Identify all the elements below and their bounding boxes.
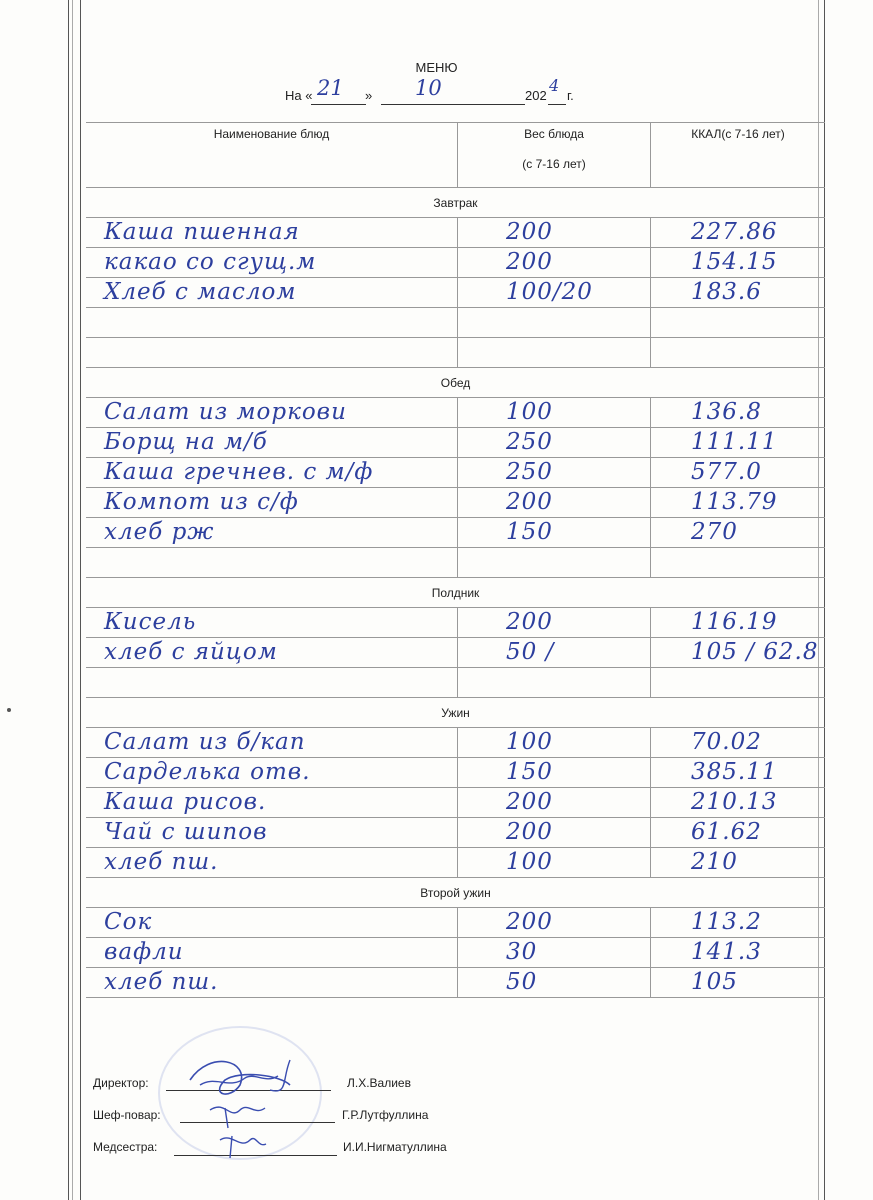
- dish-name: Чай с шипов: [104, 819, 268, 845]
- section-row: [86, 698, 825, 728]
- date-day: 21: [317, 76, 344, 100]
- section-row: [86, 368, 825, 398]
- dish-kcal-cell: [651, 728, 826, 758]
- dish-name-cell: [86, 278, 458, 308]
- dish-name-cell: [86, 788, 458, 818]
- dish-kcal-cell: [651, 758, 826, 788]
- dish-weight-cell: [458, 398, 651, 428]
- dish-kcal-cell: [651, 278, 826, 308]
- table-row: [86, 788, 825, 818]
- dish-weight-cell: [458, 278, 651, 308]
- dish-kcal: 113.2: [691, 909, 762, 935]
- dish-name-cell: [86, 458, 458, 488]
- dish-weight: 200: [506, 909, 553, 935]
- dish-name-cell: [86, 638, 458, 668]
- table-row: [86, 548, 825, 578]
- dish-weight: 100/20: [506, 279, 593, 305]
- table-row: [86, 848, 825, 878]
- dish-kcal: 227.86: [691, 219, 778, 245]
- dish-kcal-cell: [651, 848, 826, 878]
- dish-weight-cell: [458, 938, 651, 968]
- dish-name: хлеб пш.: [104, 849, 219, 875]
- dish-kcal-cell: [651, 248, 826, 278]
- table-row: [86, 758, 825, 788]
- date-year-digit: 4: [549, 76, 560, 95]
- dish-weight: 150: [506, 519, 553, 545]
- dish-weight: 250: [506, 429, 553, 455]
- signature-name: Г.Р.Лутфуллина: [342, 1108, 429, 1122]
- dish-name: хлеб пш.: [104, 969, 219, 995]
- dish-weight-cell: [458, 758, 651, 788]
- dish-weight-cell: [458, 218, 651, 248]
- dish-name: Компот из с/ф: [104, 489, 299, 515]
- dish-weight-cell: [458, 608, 651, 638]
- section-title: Ужин: [86, 698, 825, 728]
- dish-weight-cell: [458, 458, 651, 488]
- dish-name: Салат из моркови: [104, 399, 347, 425]
- underline: [381, 104, 525, 105]
- table-row: [86, 398, 825, 428]
- dish-kcal-cell: [651, 788, 826, 818]
- dish-name-cell: [86, 548, 458, 578]
- dish-kcal-cell: [651, 518, 826, 548]
- dish-kcal: 113.79: [691, 489, 778, 515]
- dish-kcal-cell: [651, 308, 826, 338]
- dish-kcal-cell: [651, 938, 826, 968]
- dish-weight: 200: [506, 609, 553, 635]
- section-title: Полдник: [86, 578, 825, 608]
- dish-weight: 200: [506, 789, 553, 815]
- dish-weight-cell: [458, 338, 651, 368]
- underline: [548, 104, 566, 105]
- dish-name-cell: [86, 668, 458, 698]
- dish-name-cell: [86, 338, 458, 368]
- dish-weight: 150: [506, 759, 553, 785]
- dish-weight-cell: [458, 548, 651, 578]
- dish-kcal: 577.0: [691, 459, 762, 485]
- section-title: Обед: [86, 368, 825, 398]
- dish-weight-cell: [458, 728, 651, 758]
- dish-kcal-cell: [651, 608, 826, 638]
- dish-weight: 250: [506, 459, 553, 485]
- dish-weight: 200: [506, 249, 553, 275]
- dish-name-cell: [86, 218, 458, 248]
- table-row: [86, 488, 825, 518]
- speck: [7, 708, 11, 712]
- table-row: [86, 308, 825, 338]
- dish-name: Сарделька отв.: [104, 759, 311, 785]
- section-row: [86, 578, 825, 608]
- dish-kcal: 105: [691, 969, 738, 995]
- signature-role: Директор:: [93, 1076, 149, 1090]
- underline: [311, 104, 366, 105]
- dish-weight: 30: [506, 939, 538, 965]
- dish-name-cell: [86, 908, 458, 938]
- dish-kcal-cell: [651, 908, 826, 938]
- section-title: Второй ужин: [86, 878, 825, 908]
- dish-weight-cell: [458, 518, 651, 548]
- table-row: [86, 218, 825, 248]
- dish-kcal: 270: [691, 519, 738, 545]
- signature-role: Медсестра:: [93, 1140, 158, 1154]
- dish-weight-cell: [458, 818, 651, 848]
- section-title: Завтрак: [86, 188, 825, 218]
- dish-kcal: 385.11: [691, 759, 778, 785]
- dish-weight: 100: [506, 849, 553, 875]
- dish-kcal: 210: [691, 849, 738, 875]
- signature-name: Л.Х.Валиев: [347, 1076, 411, 1090]
- dish-weight: 200: [506, 219, 553, 245]
- dish-kcal-cell: [651, 818, 826, 848]
- page-title: МЕНЮ: [415, 60, 458, 75]
- dish-kcal: 111.11: [691, 429, 778, 455]
- dish-weight-cell: [458, 488, 651, 518]
- table-row: [86, 248, 825, 278]
- dish-kcal: 154.15: [691, 249, 778, 275]
- dish-weight-cell: [458, 308, 651, 338]
- dish-weight: 200: [506, 819, 553, 845]
- dish-kcal-cell: [651, 488, 826, 518]
- dish-name-cell: [86, 728, 458, 758]
- dish-name-cell: [86, 518, 458, 548]
- dish-weight-cell: [458, 968, 651, 998]
- dish-name: Хлеб с маслом: [104, 279, 297, 305]
- dish-name-cell: [86, 308, 458, 338]
- dish-name: какао со сгущ.м: [104, 249, 317, 275]
- table-row: [86, 458, 825, 488]
- table-row: [86, 668, 825, 698]
- dish-weight-cell: [458, 908, 651, 938]
- header-row: [86, 123, 825, 188]
- binding-line: [72, 0, 73, 1200]
- dish-weight: 200: [506, 489, 553, 515]
- dish-name: Каша пшенная: [104, 219, 300, 245]
- table-row: [86, 518, 825, 548]
- section-row: [86, 878, 825, 908]
- menu-date: [285, 76, 574, 103]
- table-row: [86, 428, 825, 458]
- date-year-prefix: 202: [525, 88, 547, 103]
- dish-name: Борщ на м/б: [104, 429, 268, 455]
- dish-weight-cell: [458, 248, 651, 278]
- table-row: [86, 608, 825, 638]
- dish-kcal-cell: [651, 398, 826, 428]
- dish-name-cell: [86, 938, 458, 968]
- dish-name-cell: [86, 248, 458, 278]
- dish-name-cell: [86, 488, 458, 518]
- dish-name-cell: [86, 608, 458, 638]
- dish-name: Каша рисов.: [104, 789, 267, 815]
- date-suffix: г.: [567, 88, 574, 103]
- column-header-kcal: ККАЛ(с 7-16 лет): [651, 123, 826, 188]
- dish-name: Каша гречнев. с м/ф: [104, 459, 374, 485]
- dish-kcal-cell: [651, 428, 826, 458]
- dish-weight: 50 /: [506, 639, 555, 665]
- date-month: 10: [415, 76, 442, 100]
- dish-kcal: 136.8: [691, 399, 762, 425]
- dish-name-cell: [86, 758, 458, 788]
- dish-kcal-cell: [651, 458, 826, 488]
- dish-kcal-cell: [651, 218, 826, 248]
- signature-role: Шеф-повар:: [93, 1108, 161, 1122]
- date-mid: »: [365, 88, 373, 103]
- dish-name-cell: [86, 848, 458, 878]
- dish-kcal: 183.6: [691, 279, 762, 305]
- dish-weight-cell: [458, 788, 651, 818]
- dish-kcal-cell: [651, 968, 826, 998]
- dish-name-cell: [86, 428, 458, 458]
- binding-line: [68, 0, 69, 1200]
- dish-weight: 100: [506, 399, 553, 425]
- signature-name: И.И.Нигматуллина: [343, 1140, 447, 1154]
- dish-kcal-cell: [651, 548, 826, 578]
- section-row: [86, 188, 825, 218]
- dish-kcal: 61.62: [691, 819, 762, 845]
- dish-name: Кисель: [104, 609, 197, 635]
- dish-name-cell: [86, 818, 458, 848]
- dish-weight-cell: [458, 428, 651, 458]
- dish-weight-cell: [458, 668, 651, 698]
- dish-kcal: 141.3: [691, 939, 762, 965]
- table-row: [86, 938, 825, 968]
- dish-name: хлеб рж: [104, 519, 215, 545]
- table-row: [86, 968, 825, 998]
- table-row: [86, 278, 825, 308]
- table-row: [86, 818, 825, 848]
- dish-name-cell: [86, 968, 458, 998]
- dish-name: вафли: [104, 939, 184, 965]
- dish-kcal: 70.02: [691, 729, 762, 755]
- dish-name: Сок: [104, 909, 153, 935]
- dish-kcal: 210.13: [691, 789, 778, 815]
- dish-weight: 50: [506, 969, 538, 995]
- handwritten-signatures: [170, 1040, 330, 1170]
- dish-kcal: 105 / 62.8: [691, 639, 819, 665]
- date-prefix: На «: [285, 88, 313, 103]
- dish-name: хлеб с яйцом: [104, 639, 278, 665]
- dish-kcal-cell: [651, 668, 826, 698]
- binding-line: [80, 0, 81, 1200]
- table-row: [86, 638, 825, 668]
- dish-kcal-cell: [651, 638, 826, 668]
- table-row: [86, 908, 825, 938]
- dish-name: Салат из б/кап: [104, 729, 306, 755]
- dish-kcal-cell: [651, 338, 826, 368]
- table-row: [86, 728, 825, 758]
- dish-kcal: 116.19: [691, 609, 778, 635]
- column-header-weight: Вес блюда (с 7-16 лет): [458, 123, 651, 188]
- dish-weight-cell: [458, 848, 651, 878]
- dish-name-cell: [86, 398, 458, 428]
- dish-weight-cell: [458, 638, 651, 668]
- menu-table: [86, 122, 825, 998]
- dish-weight: 100: [506, 729, 553, 755]
- table-row: [86, 338, 825, 368]
- column-header-name: Наименование блюд: [86, 123, 458, 188]
